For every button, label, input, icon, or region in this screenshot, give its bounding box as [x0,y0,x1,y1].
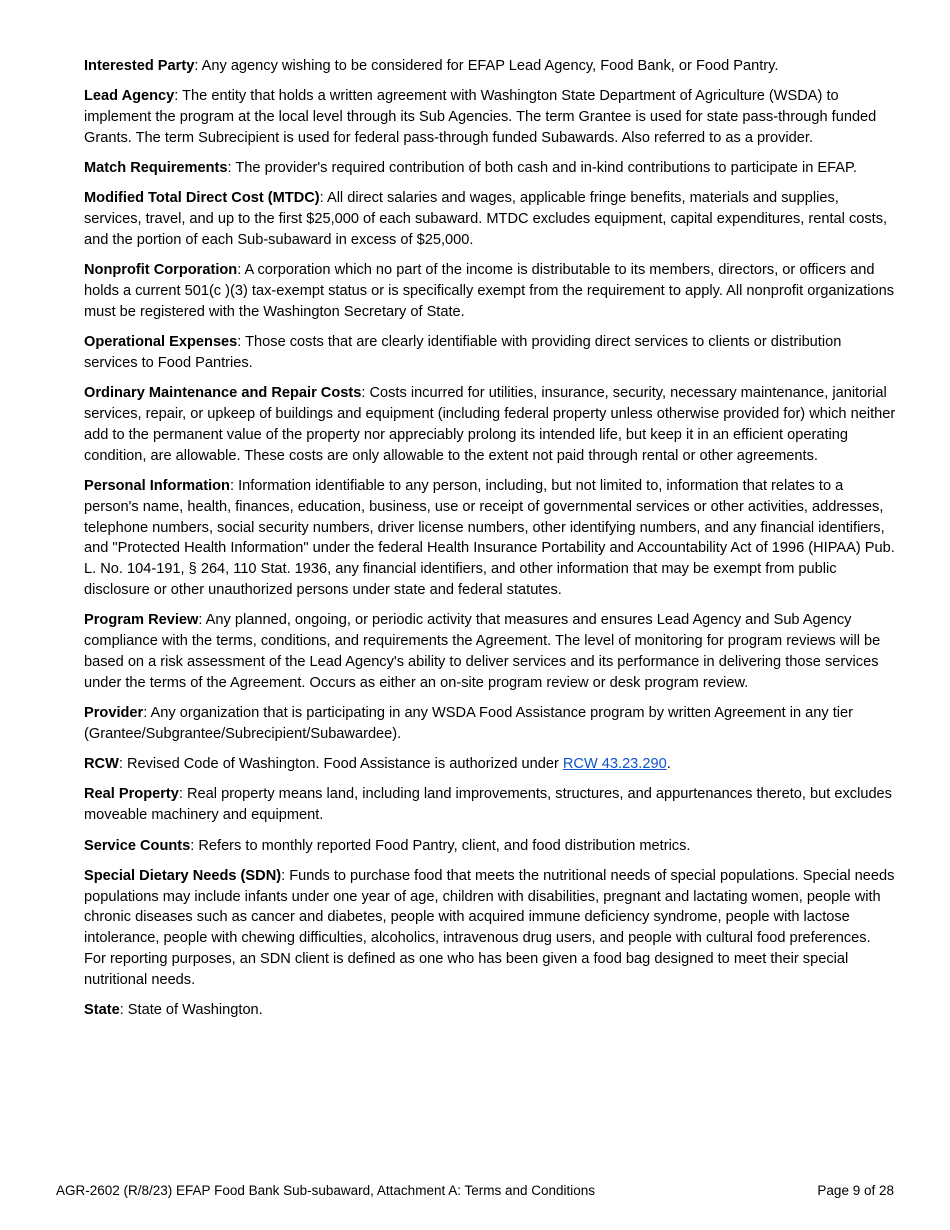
definition-text: : Any agency wishing to be considered for EFAP Lead Agency, Food Bank, or Food Pantry. [194,58,779,74]
definition-program-review [84,610,896,693]
term: Service Counts [84,837,191,854]
term: Ordinary Maintenance and Repair Costs [84,385,362,402]
term: Real Property [84,786,179,803]
definition-personal-information [84,476,896,601]
term: Modified Total Direct Cost (MTDC) [84,190,320,207]
definition-service-counts [84,836,896,857]
definition-nonprofit-corporation [84,260,896,322]
rcw-link[interactable]: RCW 43.23.290 [562,756,667,773]
term: State [84,1002,120,1019]
definition-text: : Those costs that are clearly identifiable with providing direct services to clients or distribution services to Food Pantries. [84,334,842,372]
definition-text: : All direct salaries and wages, applicable fringe benefits, materials and supplies, services, travel, and up to the first $25,000 of each subaward. MTDC excludes equipment, capital expenditures, rental costs, and the portion of each Sub-subaward in excess of $25,000. [84,190,888,249]
term: Nonprofit Corporation [84,262,238,279]
definition-text: : The entity that holds a written agreement with Washington State Department of Agriculture (WSDA) to implement the program at the local level through its Sub Agencies. The term Grantee is used for state pass-through funded Grants. The term Subrecipient is used for federal pass-through funded Subawards. Also referred to as a provider. [84,88,877,146]
definition-interested-party [84,56,896,77]
term: Program Review [84,612,199,629]
page-number: Page 9 of 28 [817,1183,894,1198]
definition-text: : Any planned, ongoing, or periodic activity that measures and ensures Lead Agency and Sub Agency compliance with the terms, conditions, and requirements the Agreement. The level of monitoring for program reviews will be based on a risk assessment of the Lead Agency's ability to deliver services and its performance in delivering those services under the terms of the Agreement. Occurs as either an on-site program review or desk program review. [84,612,881,691]
definition-text: : Costs incurred for utilities, insurance, security, necessary maintenance, janitorial services, repair, or upkeep of buildings and equipment (including federal property unless otherwise provided for) which neither add to the permanent value of the property nor appreciably prolong its intended life, but keep it in an efficient operating condition, are allowable. These costs are only allowable to the extent not paid through rental or other agreements. [84,385,896,464]
definition-text-end: . [666,756,671,773]
footer-document-id: AGR-2602 (R/8/23) EFAP Food Bank Sub-subaward, Attachment A: Terms and Conditions [56,1183,596,1198]
definition-real-property [84,784,896,826]
definition-provider [84,703,896,745]
term: Operational Expenses [84,334,238,351]
term: Provider [84,705,144,722]
definition-state [84,1000,896,1021]
definition-text: : The provider's required contribution of both cash and in-kind contributions to participate in EFAP. [227,160,857,177]
definition-text: : Any organization that is participating in any WSDA Food Assistance program by written Agreement in any tier (Grantee/Subgrantee/Subrecipient/Subawardee). [84,705,853,742]
definition-operational-expenses [84,332,896,374]
term: Personal Information [84,478,230,495]
page-footer [56,1183,894,1198]
definition-text: : Real property means land, including land improvements, structures, and appurtenances thereto, but excludes moveable machinery and equipment. [84,786,892,824]
term: Match Requirements [84,160,228,177]
definition-text: : Funds to purchase food that meets the nutritional needs of special populations. Special needs populations may include infants under one year of age, children with disabilities, pregnant and lactating women, people with chronic diseases such as cancer and diabetes, people with acquired immune deficiency syndrome, people with lactose intolerance, people with chewing difficulties, alcoholics, intravenous drug users, and people with cultural food preferences. For reporting purposes, an SDN client is defined as one who has been given a food bag designed to meet their special nutritional needs. [84,867,895,988]
definition-ordinary-maintenance [84,383,896,466]
term: Special Dietary Needs (SDN) [84,867,282,884]
term: Interested Party [84,58,195,74]
definition-text: : A corporation which no part of the income is distributable to its members, directors, or officers and holds a current 501(c )(3) tax-exempt status or is specifically exempt from the requirement to apply. All nonprofit organizations must be registered with the Washington Secretary of State. [84,262,895,320]
term: Lead Agency [84,88,175,105]
definition-text: : Refers to monthly reported Food Pantry, client, and food distribution metrics. [190,837,691,854]
definition-match-requirements [84,158,896,179]
definition-sdn [84,866,896,991]
definition-text: : State of Washington. [119,1002,263,1019]
definition-text: : Revised Code of Washington. Food Assistance is authorized under [118,756,563,773]
definition-lead-agency [84,86,896,148]
definition-mtdc [84,188,896,250]
term: RCW [84,756,119,773]
definition-rcw [84,754,896,775]
document-body [84,56,896,1030]
definition-text: : Information identifiable to any person, including, but not limited to, information that relates to a person's name, health, finances, education, business, use or receipt of governmental services or other activities, addresses, telephone numbers, social security numbers, driver license numbers, other identifying numbers, and any financial identifiers, and "Protected Health Information" under the federal Health Insurance Portability and Accountability Act of 1996 (HIPAA) Pub. L. No. 104-191, § 264, 110 Stat. 1936, any financial identifiers, and other information that may be exempt from public disclosure or other unauthorized persons under state and federal statutes. [84,478,895,599]
